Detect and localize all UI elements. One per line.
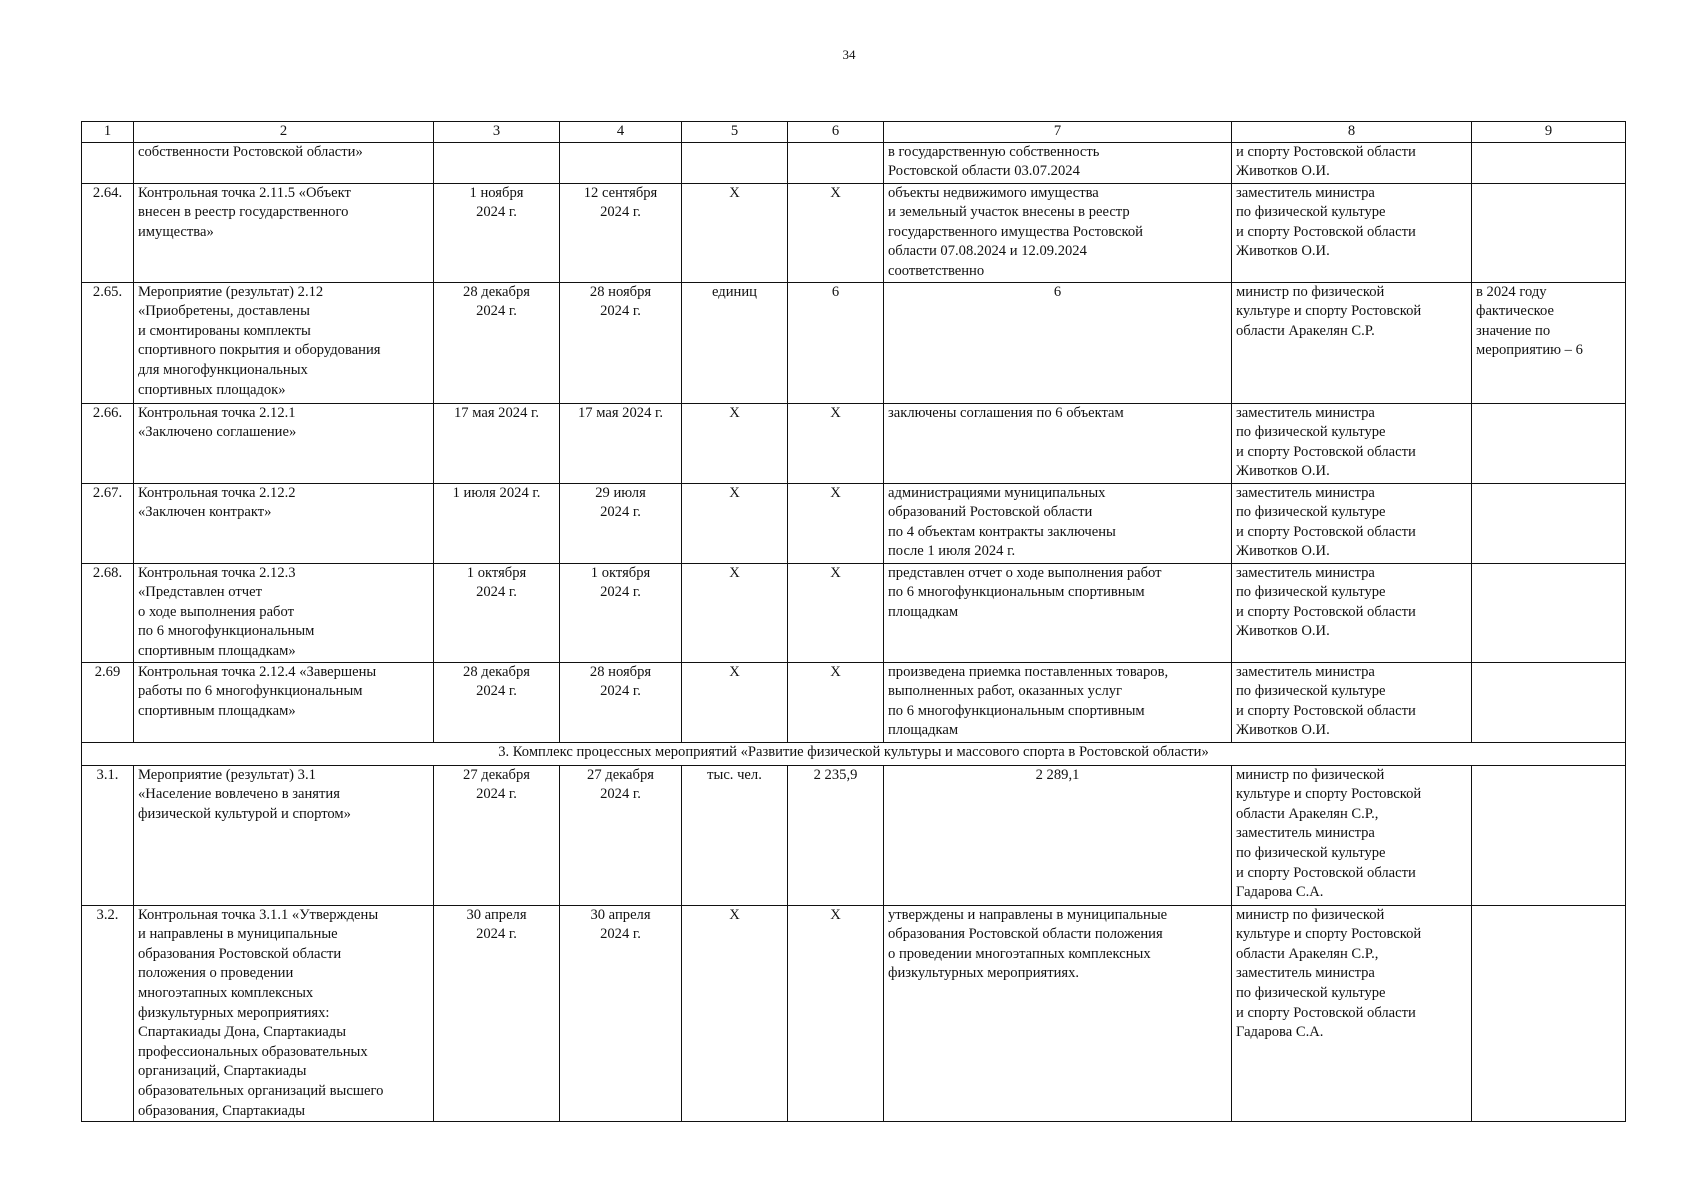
result-cell (884, 403, 1232, 483)
cell-line: о ходе выполнения работ (138, 603, 294, 620)
cell-line: Животков О.И. (1236, 243, 1330, 260)
cell-line: о проведении многоэтапных комплексных (888, 945, 1151, 962)
cell-line: и спорту Ростовской области (1236, 1004, 1416, 1021)
cell-line: «Население вовлечено в занятия (138, 786, 340, 803)
cell-line: 2024 г. (600, 683, 641, 700)
cell-line: заместитель министра (1236, 484, 1375, 501)
planned-date-cell (434, 905, 560, 1122)
cell-line: Животков О.И. (1236, 543, 1330, 560)
cell-line: области Аракелян С.Р. (1236, 322, 1375, 339)
cell-line: и спорту Ростовской области (1236, 603, 1416, 620)
note-cell (1472, 563, 1626, 662)
cell-line: заместитель министра (1236, 184, 1375, 201)
cell-line: области 07.08.2024 и 12.09.2024 (888, 243, 1087, 260)
cell-line: многоэтапных комплексных (138, 984, 314, 1001)
unit-cell: единиц (682, 282, 788, 403)
column-number: 5 (682, 122, 788, 143)
cell-line: и земельный участок внесены в реестр (888, 204, 1130, 221)
table-row (82, 142, 1626, 183)
cell-line: Мероприятие (результат) 2.12 (138, 283, 324, 300)
cell-line: 2024 г. (476, 786, 517, 803)
actual-date-cell (560, 403, 682, 483)
table-row (82, 905, 1626, 1122)
cell-line: 2024 г. (600, 504, 641, 521)
row-number-cell: 3.1. (82, 765, 134, 905)
note-cell (1472, 282, 1626, 403)
cell-line: министр по физической (1236, 766, 1385, 783)
measure-name-cell (134, 183, 434, 282)
note-cell (1472, 483, 1626, 563)
responsible-cell (1232, 765, 1472, 905)
plan-value-cell (788, 142, 884, 183)
responsible-cell (1232, 282, 1472, 403)
cell-line: Ростовской области 03.07.2024 (888, 163, 1080, 180)
unit-cell: тыс. чел. (682, 765, 788, 905)
cell-line: заместитель министра (1236, 404, 1375, 421)
actual-date-cell (560, 765, 682, 905)
cell-line: Гадарова С.А. (1236, 1024, 1324, 1041)
cell-line: 2024 г. (476, 204, 517, 221)
actual-date-cell (560, 563, 682, 662)
row-number-cell: 2.68. (82, 563, 134, 662)
plan-value-cell: 6 (788, 282, 884, 403)
cell-line: образования, Спартакиады (138, 1102, 306, 1119)
cell-line: Контрольная точка 2.12.4 «Завершены (138, 663, 377, 680)
cell-line: в государственную собственность (888, 143, 1100, 160)
planned-date-cell (434, 765, 560, 905)
cell-line: и спорту Ростовской области (1236, 143, 1416, 160)
cell-line: площадкам (888, 722, 959, 739)
cell-line: 2024 г. (600, 926, 641, 943)
row-number-cell: 3.2. (82, 905, 134, 1122)
cell-line: Контрольная точка 2.12.3 (138, 564, 296, 581)
cell-line: 28 декабря (463, 283, 530, 300)
column-number: 3 (434, 122, 560, 143)
cell-line: по физической культуре (1236, 683, 1386, 700)
planned-date-cell (434, 142, 560, 183)
cell-line: значение по (1476, 322, 1551, 339)
page-number: 34 (842, 47, 856, 62)
actual-date-cell (560, 905, 682, 1122)
cell-line: «Заключено соглашение» (138, 424, 297, 441)
plan-value-cell: Х (788, 483, 884, 563)
cell-line: образований Ростовской области (888, 504, 1093, 521)
column-number-row (82, 122, 1626, 143)
plan-value-cell: Х (788, 183, 884, 282)
row-number-cell: 2.66. (82, 403, 134, 483)
table-row (82, 483, 1626, 563)
cell-line: фактическое (1476, 303, 1554, 320)
cell-line: организаций, Спартакиады (138, 1063, 307, 1080)
note-cell (1472, 765, 1626, 905)
cell-line: представлен отчет о ходе выполнения работ (888, 564, 1162, 581)
unit-cell (682, 142, 788, 183)
cell-line: Спартакиады Дона, Спартакиады (138, 1024, 347, 1041)
cell-line: площадкам (888, 603, 959, 620)
cell-line: 28 ноября (589, 663, 652, 680)
cell-line: 1 ноября (469, 184, 524, 201)
cell-line: по 6 многофункциональным спортивным (888, 584, 1145, 601)
table-row (82, 765, 1626, 905)
cell-line: физкультурных мероприятиях. (888, 965, 1080, 982)
cell-line: 2024 г. (476, 683, 517, 700)
table-row (82, 662, 1626, 742)
result-cell (884, 765, 1232, 905)
cell-line: заместитель министра (1236, 564, 1375, 581)
cell-line: выполненных работ, оказанных услуг (888, 683, 1123, 700)
cell-line: по физической культуре (1236, 504, 1386, 521)
cell-line: 28 декабря (463, 663, 530, 680)
section-header-row (82, 742, 1626, 765)
row-number-cell: 2.65. (82, 282, 134, 403)
unit-cell: Х (682, 403, 788, 483)
actual-date-cell (560, 662, 682, 742)
column-number: 6 (788, 122, 884, 143)
responsible-cell (1232, 142, 1472, 183)
cell-line: министр по физической (1236, 283, 1385, 300)
cell-line: 30 апреля (466, 906, 527, 923)
table-row (82, 282, 1626, 403)
cell-line: 2024 г. (476, 584, 517, 601)
measure-name-cell (134, 142, 434, 183)
result-cell (884, 483, 1232, 563)
cell-line: министр по физической (1236, 906, 1385, 923)
cell-line: 27 декабря (587, 766, 654, 783)
cell-line: 1 октября (590, 564, 651, 581)
cell-line: Животков О.И. (1236, 623, 1330, 640)
cell-line: Гадарова С.А. (1236, 884, 1324, 901)
column-number: 9 (1472, 122, 1626, 143)
actual-date-cell (560, 282, 682, 403)
cell-line: «Приобретены, доставлены (138, 303, 310, 320)
cell-line: физкультурных мероприятиях: (138, 1004, 330, 1021)
cell-line: государственного имущества Ростовской (888, 223, 1143, 240)
cell-line: области Аракелян С.Р., (1236, 805, 1379, 822)
cell-line: культуре и спорту Ростовской (1236, 786, 1422, 803)
cell-line: 17 мая 2024 г. (577, 404, 664, 421)
cell-line: 27 декабря (463, 766, 530, 783)
cell-line: и спорту Ростовской области (1236, 864, 1416, 881)
table-row (82, 563, 1626, 662)
column-number: 8 (1232, 122, 1472, 143)
cell-line: спортивных площадок» (138, 381, 286, 398)
plan-value-cell: 2 235,9 (788, 765, 884, 905)
cell-line: и спорту Ростовской области (1236, 702, 1416, 719)
cell-line: по физической культуре (1236, 424, 1386, 441)
responsible-cell (1232, 563, 1472, 662)
cell-line: объекты недвижимого имущества (888, 184, 1099, 201)
cell-line: 30 апреля (590, 906, 651, 923)
measure-name-cell (134, 563, 434, 662)
cell-line: заместитель министра (1236, 825, 1375, 842)
cell-line: мероприятию – 6 (1476, 342, 1583, 359)
cell-line: и спорту Ростовской области (1236, 523, 1416, 540)
cell-line: 12 сентября (583, 184, 658, 201)
responsible-cell (1232, 183, 1472, 282)
row-number-cell: 2.64. (82, 183, 134, 282)
measure-name-cell (134, 483, 434, 563)
cell-line: и спорту Ростовской области (1236, 223, 1416, 240)
cell-line: 1 октября (466, 564, 527, 581)
responsible-cell (1232, 403, 1472, 483)
measure-name-cell (134, 403, 434, 483)
cell-line: Контрольная точка 2.12.2 (138, 484, 296, 501)
planned-date-cell (434, 183, 560, 282)
cell-line: спортивным площадкам» (138, 642, 296, 659)
planned-date-cell (434, 662, 560, 742)
measure-name-cell (134, 662, 434, 742)
cell-line: 2024 г. (600, 786, 641, 803)
cell-line: заместитель министра (1236, 663, 1375, 680)
unit-cell: Х (682, 563, 788, 662)
section-title: 3. Комплекс процессных мероприятий «Развитие физической культуры и массового спорта в Ростовской области» (82, 742, 1626, 765)
column-number: 1 (82, 122, 134, 143)
report-table (81, 121, 1626, 1122)
result-cell (884, 142, 1232, 183)
cell-line: произведена приемка поставленных товаров, (888, 663, 1169, 680)
cell-line: по 4 объектам контракты заключены (888, 523, 1116, 540)
note-cell (1472, 403, 1626, 483)
plan-value-cell: Х (788, 662, 884, 742)
result-cell (884, 183, 1232, 282)
note-cell (1472, 662, 1626, 742)
cell-line: 2024 г. (476, 926, 517, 943)
cell-line: «Представлен отчет (138, 584, 262, 601)
table-row (82, 403, 1626, 483)
cell-line: профессиональных образовательных (138, 1043, 368, 1060)
column-number: 2 (134, 122, 434, 143)
result-cell (884, 563, 1232, 662)
cell-line: в 2024 году (1476, 283, 1547, 300)
cell-line: культуре и спорту Ростовской (1236, 303, 1422, 320)
table-row (82, 183, 1626, 282)
cell-line: образования Ростовской области (138, 945, 342, 962)
cell-line: имущества» (138, 223, 214, 240)
cell-line: по физической культуре (1236, 204, 1386, 221)
cell-line: утверждены и направлены в муниципальные (888, 906, 1168, 923)
cell-line: по физической культуре (1236, 584, 1386, 601)
responsible-cell (1232, 662, 1472, 742)
cell-line: 2 289,1 (1035, 766, 1080, 783)
cell-line: и смонтированы комплекты (138, 322, 311, 339)
measure-name-cell (134, 905, 434, 1122)
plan-value-cell: Х (788, 403, 884, 483)
cell-line: после 1 июля 2024 г. (888, 543, 1016, 560)
cell-line: и спорту Ростовской области (1236, 443, 1416, 460)
cell-line: по физической культуре (1236, 984, 1386, 1001)
cell-line: 17 мая 2024 г. (453, 404, 540, 421)
cell-line: для многофункциональных (138, 361, 308, 378)
cell-line: собственности Ростовской области» (138, 143, 363, 160)
cell-line: 2024 г. (600, 204, 641, 221)
cell-line: и направлены в муниципальные (138, 926, 338, 943)
unit-cell: Х (682, 483, 788, 563)
note-cell (1472, 142, 1626, 183)
cell-line: «Заключен контракт» (138, 504, 272, 521)
responsible-cell (1232, 905, 1472, 1122)
cell-line: образования Ростовской области положения (888, 926, 1163, 943)
cell-line: по 6 многофункциональным спортивным (888, 702, 1145, 719)
cell-line: образовательных организаций высшего (138, 1082, 384, 1099)
actual-date-cell (560, 483, 682, 563)
cell-line: Животков О.И. (1236, 163, 1330, 180)
cell-line: 2024 г. (476, 303, 517, 320)
row-number-cell (82, 142, 134, 183)
planned-date-cell (434, 483, 560, 563)
cell-line: 2024 г. (600, 584, 641, 601)
note-cell (1472, 905, 1626, 1122)
planned-date-cell (434, 563, 560, 662)
unit-cell: Х (682, 183, 788, 282)
cell-line: Мероприятие (результат) 3.1 (138, 766, 316, 783)
plan-value-cell: Х (788, 905, 884, 1122)
plan-value-cell: Х (788, 563, 884, 662)
result-cell (884, 282, 1232, 403)
note-cell (1472, 183, 1626, 282)
cell-line: 2024 г. (600, 303, 641, 320)
planned-date-cell (434, 403, 560, 483)
result-cell (884, 662, 1232, 742)
cell-line: спортивным площадкам» (138, 702, 296, 719)
cell-line: заключены соглашения по 6 объектам (888, 404, 1124, 421)
measure-name-cell (134, 282, 434, 403)
cell-line: спортивного покрытия и оборудования (138, 342, 381, 359)
cell-line: 29 июля (595, 484, 646, 501)
cell-line: культуре и спорту Ростовской (1236, 926, 1422, 943)
cell-line: 1 июля 2024 г. (452, 484, 541, 501)
actual-date-cell (560, 183, 682, 282)
cell-line: заместитель министра (1236, 965, 1375, 982)
cell-line: соответственно (888, 262, 985, 279)
column-number: 4 (560, 122, 682, 143)
unit-cell: Х (682, 905, 788, 1122)
cell-line: администрациями муниципальных (888, 484, 1106, 501)
actual-date-cell (560, 142, 682, 183)
cell-line: по физической культуре (1236, 844, 1386, 861)
unit-cell: Х (682, 662, 788, 742)
column-number: 7 (884, 122, 1232, 143)
cell-line: работы по 6 многофункциональным (138, 683, 363, 700)
cell-line: Контрольная точка 2.12.1 (138, 404, 296, 421)
cell-line: 28 ноября (589, 283, 652, 300)
planned-date-cell (434, 282, 560, 403)
row-number-cell: 2.69 (82, 662, 134, 742)
cell-line: Животков О.И. (1236, 463, 1330, 480)
cell-line: Контрольная точка 3.1.1 «Утверждены (138, 906, 379, 923)
cell-line: положения о проведении (138, 965, 294, 982)
cell-line: области Аракелян С.Р., (1236, 945, 1379, 962)
cell-line: физической культурой и спортом» (138, 805, 351, 822)
cell-line: по 6 многофункциональным (138, 623, 315, 640)
cell-line: 6 (1053, 283, 1062, 300)
cell-line: Контрольная точка 2.11.5 «Объект (138, 184, 351, 201)
result-cell (884, 905, 1232, 1122)
cell-line: Животков О.И. (1236, 722, 1330, 739)
row-number-cell: 2.67. (82, 483, 134, 563)
cell-line: внесен в реестр государственного (138, 204, 349, 221)
responsible-cell (1232, 483, 1472, 563)
measure-name-cell (134, 765, 434, 905)
